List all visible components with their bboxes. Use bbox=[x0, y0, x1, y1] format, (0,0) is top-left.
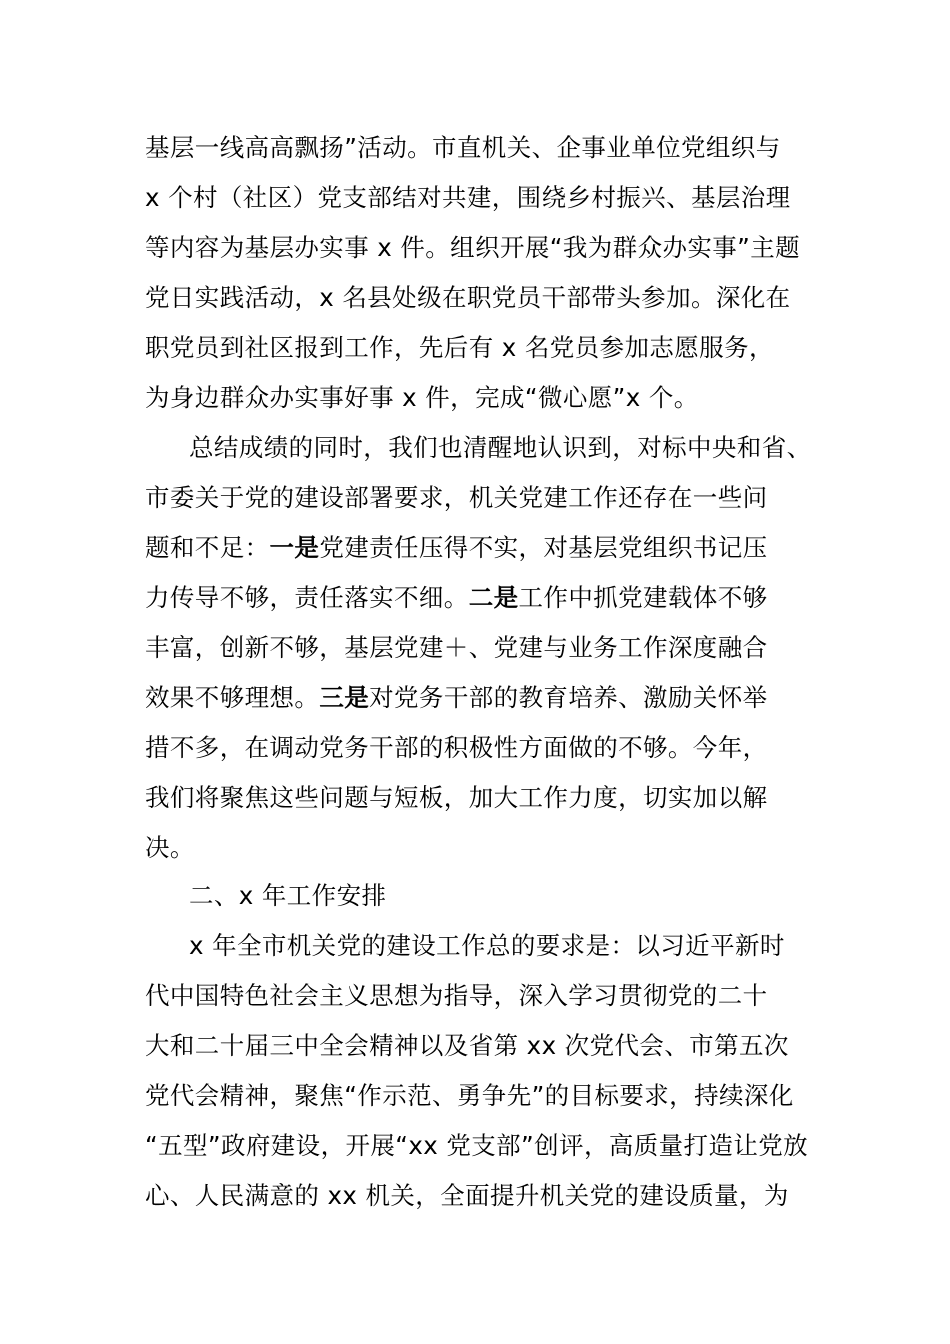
paragraph-3-line-4: 党代会精神，聚焦“作示范、勇争先”的目标要求，持续深化 bbox=[145, 1081, 794, 1110]
section-heading: 二、x 年工作安排 bbox=[189, 881, 387, 910]
paragraph-3-line-6: 心、人民满意的 xx 机关，全面提升机关党的建设质量，为 bbox=[145, 1181, 789, 1210]
paragraph-1-line-5: 职党员到社区报到工作，先后有 x 名党员参加志愿服务， bbox=[145, 333, 774, 362]
text-run: 工作中抓党建载体不够 bbox=[518, 583, 768, 612]
bold-marker-two: 二是 bbox=[468, 583, 519, 612]
bold-marker-one: 一是 bbox=[269, 533, 320, 562]
paragraph-2-line-2: 市委关于党的建设部署要求，机关党建工作还存在一些问 bbox=[145, 483, 768, 512]
text-run: 党建责任压得不实，对基层党组织书记压 bbox=[319, 533, 768, 562]
paragraph-2-line-9: 决。 bbox=[145, 833, 195, 862]
paragraph-2-line-3 bbox=[145, 532, 768, 564]
text-run: 对党务干部的教育培养、激励关怀举 bbox=[369, 683, 768, 712]
paragraph-1-line-6: 为身边群众办实事好事 x 件，完成“微心愿”x 个。 bbox=[145, 383, 699, 412]
paragraph-2-line-6 bbox=[145, 682, 768, 714]
paragraph-2-line-5: 丰富，创新不够，基层党建＋、党建与业务工作深度融合 bbox=[145, 633, 768, 662]
paragraph-2-line-7: 措不多，在调动党务干部的积极性方面做的不够。今年， bbox=[145, 733, 768, 762]
paragraph-1-line-2: x 个村（社区）党支部结对共建，围绕乡村振兴、基层治理 bbox=[145, 183, 791, 212]
text-run: 题和不足： bbox=[145, 533, 270, 562]
paragraph-3-line-1: x 年全市机关党的建设工作总的要求是：以习近平新时 bbox=[189, 931, 785, 960]
text-run: 力传导不够，责任落实不细。 bbox=[145, 583, 469, 612]
paragraph-1-line-3: 等内容为基层办实事 x 件。组织开展“我为群众办实事”主题 bbox=[145, 233, 801, 262]
text-run: 效果不够理想。 bbox=[145, 683, 320, 712]
paragraph-2-line-1: 总结成绩的同时，我们也清醒地认识到，对标中央和省、 bbox=[189, 433, 812, 462]
paragraph-3-line-5: “五型”政府建设，开展“xx 党支部”创评，高质量打造让党放 bbox=[145, 1131, 809, 1160]
bold-marker-three: 三是 bbox=[319, 683, 370, 712]
paragraph-3-line-2: 代中国特色社会主义思想为指导，深入学习贯彻党的二十 bbox=[145, 981, 768, 1010]
paragraph-2-line-4 bbox=[145, 582, 768, 614]
paragraph-1-line-1: 基层一线高高飘扬”活动。市直机关、企事业单位党组织与 bbox=[145, 133, 781, 162]
paragraph-1-line-4: 党日实践活动，x 名县处级在职党员干部带头参加。深化在 bbox=[145, 283, 791, 312]
paragraph-2-line-8: 我们将聚焦这些问题与短板，加大工作力度，切实加以解 bbox=[145, 783, 768, 812]
paragraph-3-line-3: 大和二十届三中全会精神以及省第 xx 次党代会、市第五次 bbox=[145, 1031, 789, 1060]
